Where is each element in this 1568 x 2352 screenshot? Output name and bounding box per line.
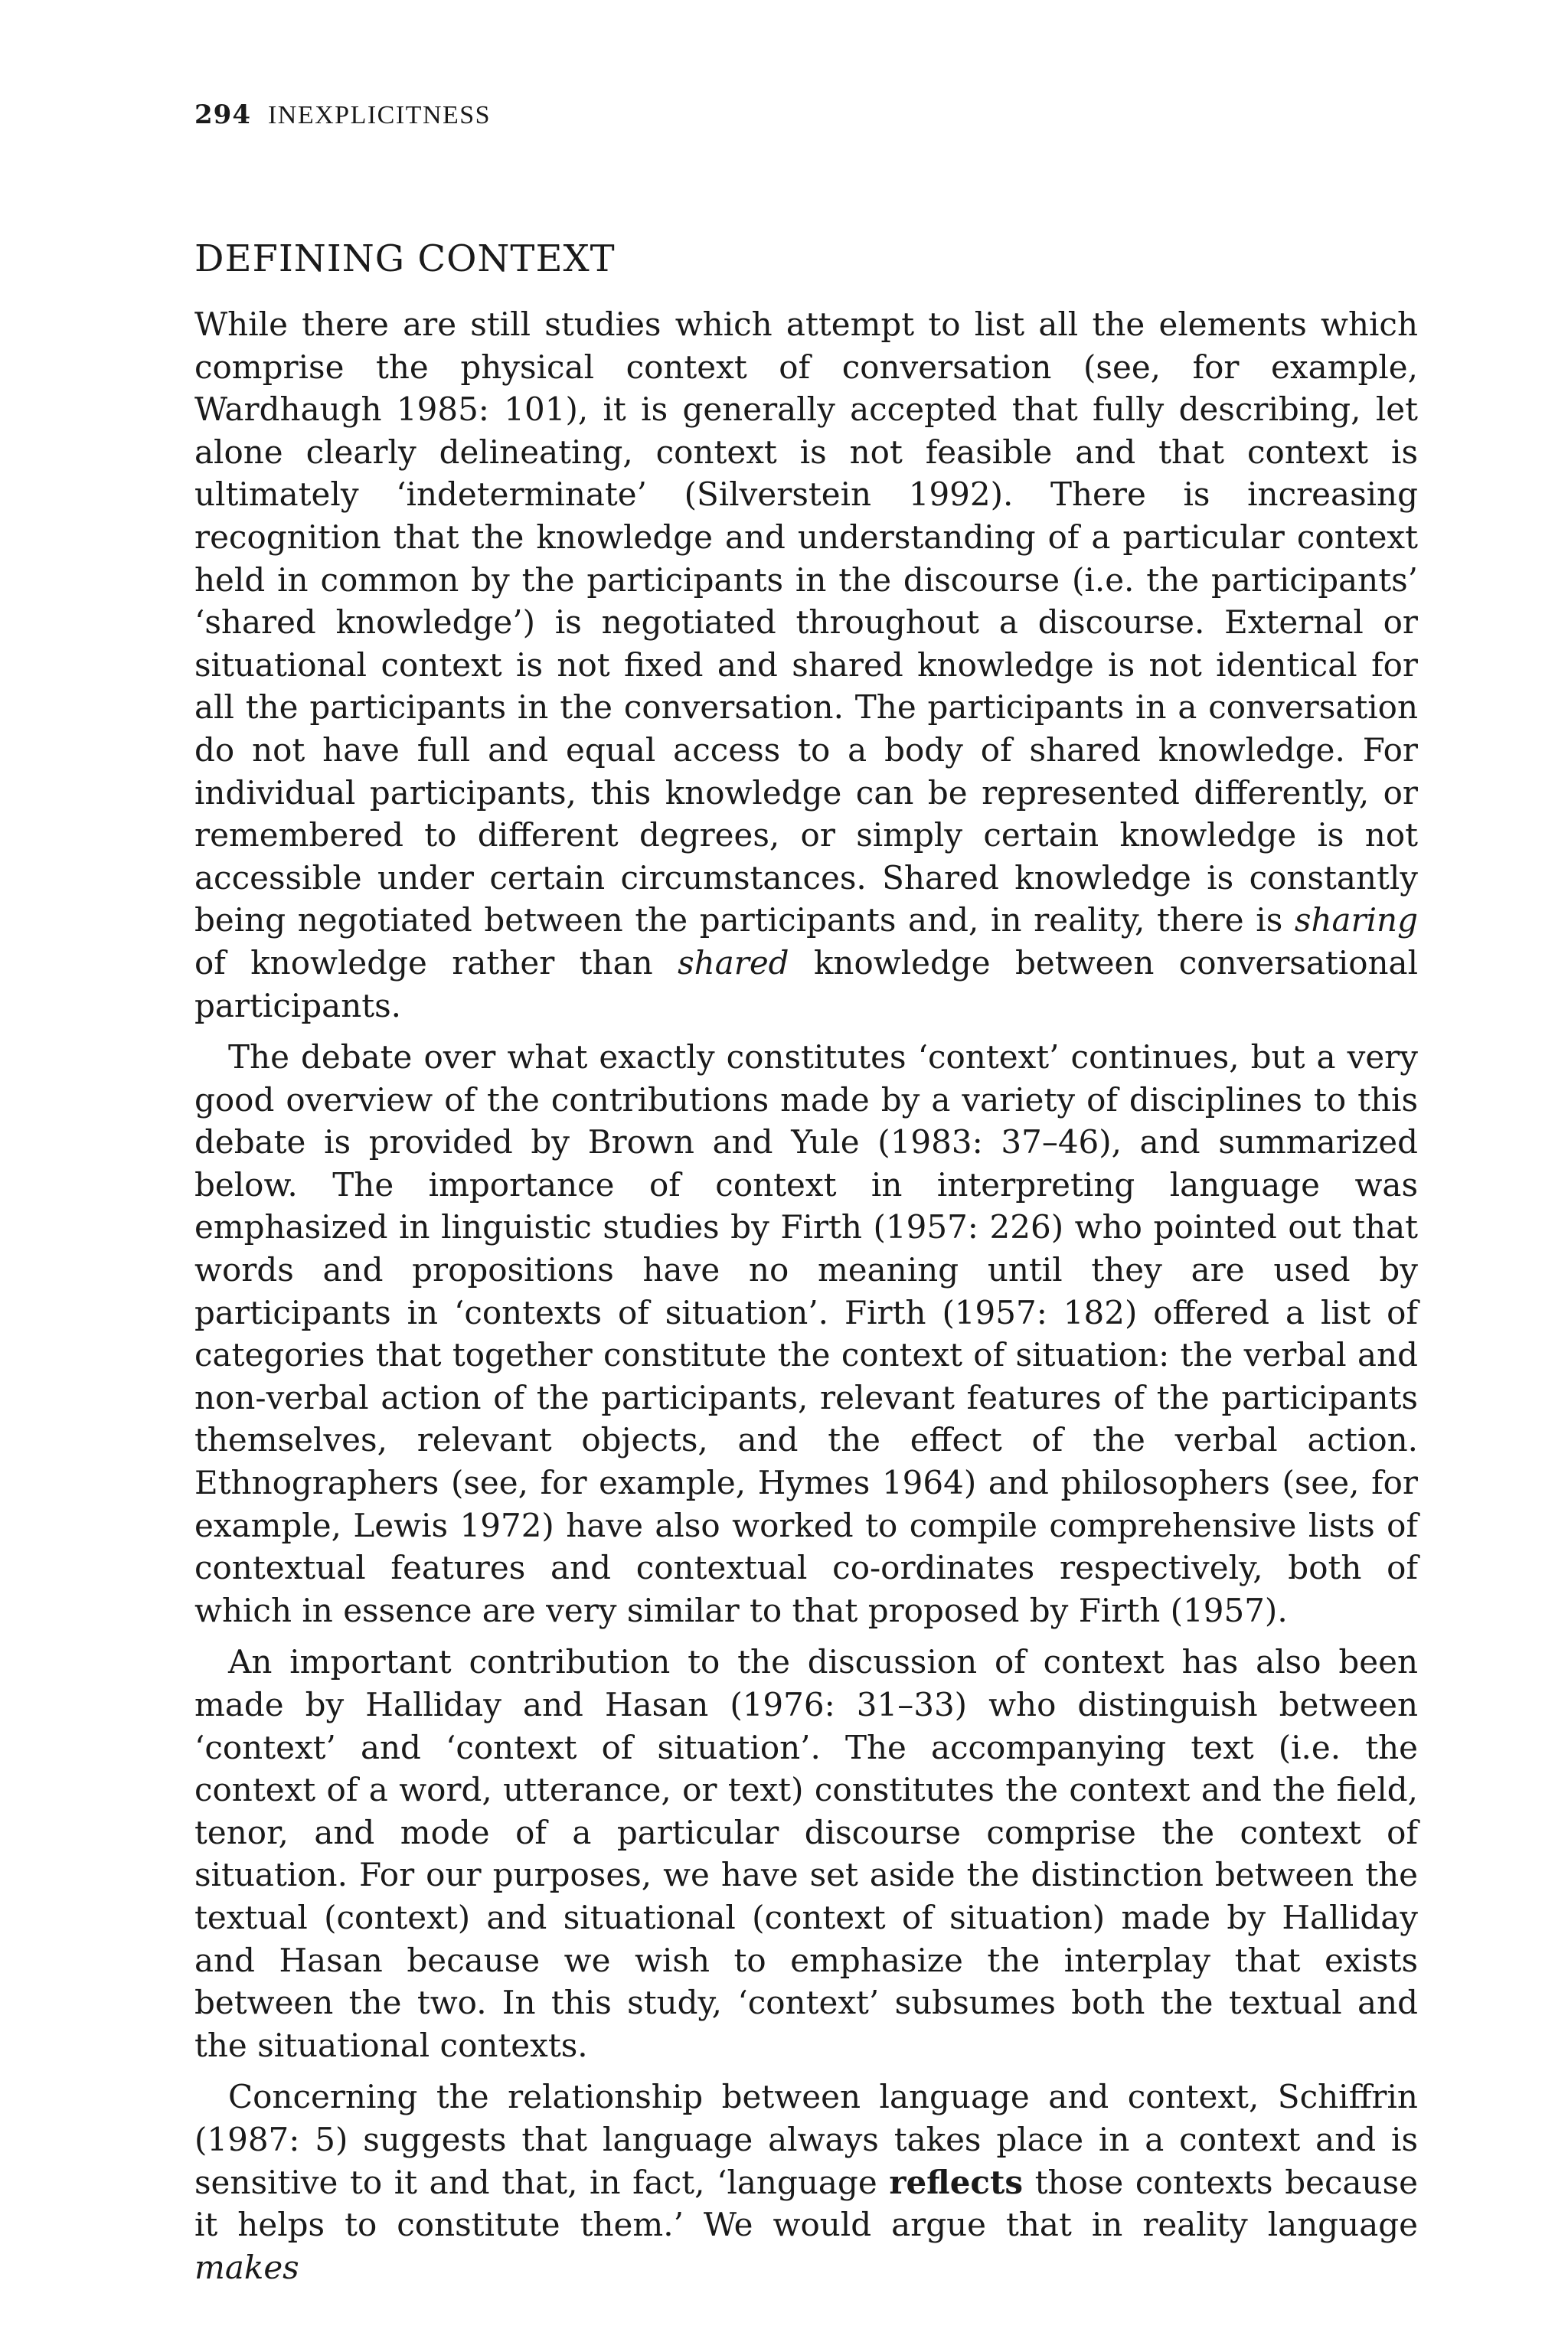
running-head — [194, 100, 1418, 145]
paragraph-4-text-a: Concerning the relationship between language and context, Schiffrin (1987: 5) suggests that language always takes place in a context and is sensitive to it and that, in fact, ‘language — [194, 2078, 1418, 2201]
paragraph-3: An important contribution to the discussion of context has also been made by Halliday and Hasan (1976: 31–33) who distinguish between ‘context’ and ‘context of situation’. The accompanying text (i.e. the context of a word, utterance, or text) constitutes the context and the field, tenor, and mode of a particular discourse comprise the context of situation. For our purposes, we have set aside the distinction between the textual (context) and situational (context of situation) made by Halliday and Hasan because we wish to emphasize the interplay that exists between the two. In this study, ‘context’ subsumes both the textual and the situational contexts. — [194, 1643, 1418, 2064]
paragraph-1-emphasis-shared: shared — [678, 943, 789, 982]
paragraph-1-text-a: While there are still studies which attempt to list all the elements which comprise the physical context of conversation (see, for example, Wardhaugh 1985: 101), it is generally accepted that fully describing, let alone clearly delineating, context is not feasible and that context is ultimately ‘indeterminate’ (Silverstein 1992). There is increasing recognition that the knowledge and understanding of a particular context held in common by the participants in the discourse (i.e. the participants’ ‘shared knowledge’) is negotiated throughout a discourse. External or situational context is not fixed and shared knowledge is not identical for all the participants in the conversation. The participants in a conversation do not have full and equal access to a body of shared knowledge. For individual participants, this knowledge can be represented differently, or remembered to different degrees, or simply certain knowledge is not accessible under certain circumstances. Shared knowledge is constantly being negotiated between the participants and, in reality, there is — [194, 305, 1418, 939]
section-heading: DEFINING CONTEXT — [194, 237, 616, 280]
paragraph-1 — [194, 303, 1418, 1027]
paragraph-1-text-b: of knowledge rather than — [194, 943, 678, 982]
paragraph-2: The debate over what exactly constitutes ‘context’ continues, but a very good overview of the contributions made by a variety of disciplines to this debate is provided by Brown and Yule (1983: 37–46), and summarized below. The importance of context in interpreting language was emphasized in linguistic studies by Firth (1957: 226) who pointed out that words and propositions have no meaning until they are used by participants in ‘contexts of situation’. Firth (1957: 182) offered a list of categories that together constitute the context of situation: the verbal and non-verbal action of the participants, relevant features of the participants themselves, relevant objects, and the effect of the verbal action. Ethnographers (see, for example, Hymes 1964) and philosophers (see, for example, Lewis 1972) have also worked to compile comprehensive lists of contextual features and contextual co-ordinates respectively, both of which in essence are very similar to that proposed by Firth (1957). — [194, 1038, 1418, 1629]
paragraph-4 — [194, 2076, 1418, 2288]
book-page — [194, 100, 1418, 2288]
paragraph-4-bold-reflects: reflects — [889, 2163, 1024, 2201]
paragraph-1-emphasis-sharing: sharing — [1294, 901, 1418, 939]
paragraph-4-text-b: those contexts because it helps to constitute them.’ We would argue that in reality language — [194, 2163, 1418, 2244]
paragraph-4-emphasis-makes: makes — [194, 2248, 299, 2286]
page-number: 294 — [194, 100, 251, 130]
running-head-title: INEXPLICITNESS — [267, 101, 492, 129]
paragraph-1-text-c: knowledge between conversational participants. — [194, 943, 1419, 1024]
